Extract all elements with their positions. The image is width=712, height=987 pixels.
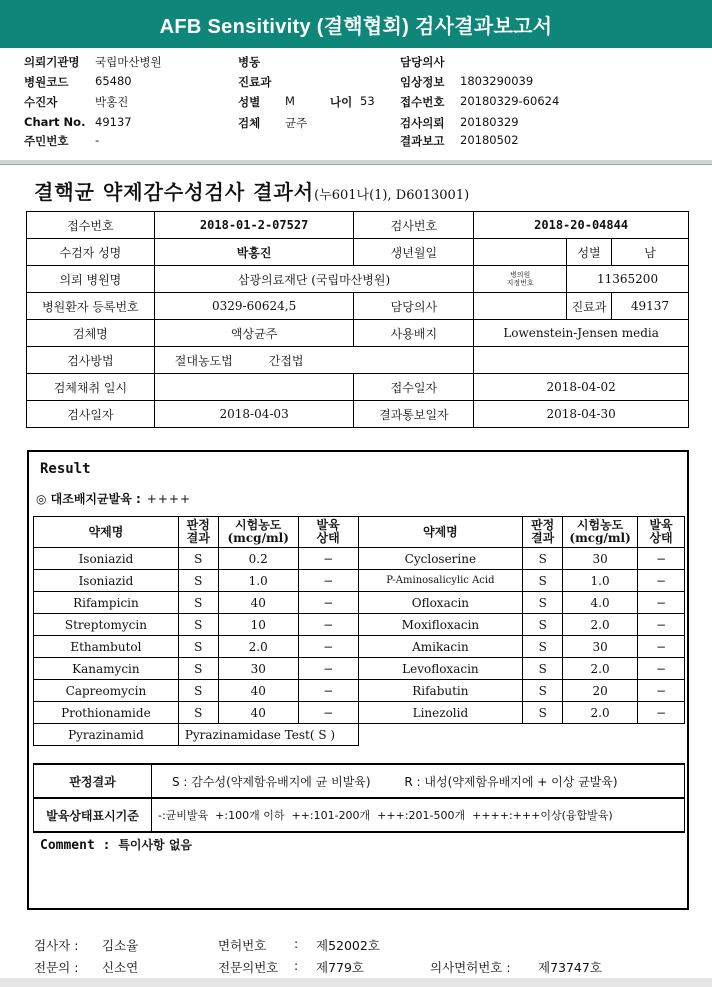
birth-date (474, 239, 567, 266)
drug-name: Amikacin (358, 636, 523, 658)
col-growth-2: 발육 상태 (638, 517, 685, 548)
test-concentration: 1.0 (218, 570, 298, 592)
growth-status: − (298, 658, 358, 680)
judge-result: S (523, 636, 563, 658)
doctor-no: 제73747호 (538, 960, 602, 975)
tester-name: 김소율 (102, 938, 139, 953)
test-concentration: 20 (563, 680, 638, 702)
drug-name: Streptomycin (34, 614, 179, 636)
header-label: 검사의뢰 (400, 116, 445, 130)
growth-status: − (638, 592, 685, 614)
drug-table (33, 516, 685, 746)
judge-result: S (523, 702, 563, 724)
test-no: 2018-20-04844 (474, 212, 689, 239)
judge-result: S (178, 702, 218, 724)
reg-label: 병원환자 등록번호 (27, 293, 155, 320)
pyrazinamidase-test: Pyrazinamidase Test( S ) (178, 724, 358, 746)
table-row (34, 592, 685, 614)
doctor-label: 담당의사 (354, 293, 474, 320)
drug-name: Rifabutin (358, 680, 523, 702)
header-value: 1803290039 (460, 74, 534, 88)
sex-label: 성별 (567, 239, 612, 266)
comment-label: Comment : (40, 838, 111, 853)
patient-header (0, 54, 712, 156)
report-banner-title: AFB Sensitivity (결핵협회) 검사결과보고서 (0, 0, 712, 48)
report-info-table (26, 211, 689, 428)
table-row (34, 680, 685, 702)
header-value: 20180502 (460, 133, 519, 147)
judge-r: R : 내성(약제함유배지에 + 이상 균발육) (404, 774, 618, 789)
judge-result: S (178, 636, 218, 658)
growth-status: − (638, 614, 685, 636)
control-value: ++++ (146, 492, 191, 506)
header-label: 수진자 (24, 95, 58, 109)
medium-value: Lowenstein-Jensen media (474, 320, 689, 347)
header-label: 병동 (238, 55, 261, 69)
license-colon: : (294, 936, 299, 951)
header-label: Chart No. (24, 115, 86, 129)
drug-name: Rifampicin (34, 592, 179, 614)
tester-label: 검사자 : (34, 938, 79, 953)
judge-result: S (178, 614, 218, 636)
drug-name: Capreomycin (34, 680, 179, 702)
expert-no: 제779호 (316, 960, 365, 975)
test-concentration: 1.0 (563, 570, 638, 592)
growth-status: − (298, 570, 358, 592)
growth-status: − (298, 636, 358, 658)
test-concentration: 10 (218, 614, 298, 636)
expert-no-label: 전문의번호 (218, 960, 279, 975)
method-blank (474, 347, 689, 374)
notify-label: 결과통보일자 (354, 401, 474, 428)
bottom-bar (0, 978, 712, 987)
judge-result: S (523, 658, 563, 680)
drug-name: Pyrazinamid (34, 724, 179, 746)
comment-text: 특이사항 없음 (118, 838, 193, 852)
growth-status: − (638, 702, 685, 724)
birth-label: 생년월일 (354, 239, 474, 266)
test-concentration: 2.0 (563, 658, 638, 680)
control-label: ◎ 대조배지균발육 : (36, 492, 141, 506)
growth-status: − (638, 548, 685, 570)
table-row (34, 724, 685, 746)
report-title (34, 176, 469, 205)
method-2: 간접법 (268, 353, 304, 368)
col-judge: 판정 결과 (178, 517, 218, 548)
growth-status: − (638, 570, 685, 592)
blank-cell (358, 724, 684, 746)
header-value: M (285, 94, 295, 108)
judge-label: 판정결과 (34, 764, 152, 798)
drug-name: Linezolid (358, 702, 523, 724)
control-growth (36, 490, 191, 507)
header-label: 담당의사 (400, 55, 445, 69)
divider-line (0, 164, 712, 165)
drug-name: Isoniazid (34, 548, 179, 570)
header-value: 65480 (95, 74, 132, 88)
collect-value (154, 374, 354, 401)
designated-no: 11365200 (567, 266, 689, 293)
growth-status: − (298, 614, 358, 636)
age-label: 나이 (330, 95, 353, 109)
collect-label: 검체채취 일시 (27, 374, 155, 401)
header-value: 국립마산병원 (95, 55, 162, 69)
growth-status: − (638, 636, 685, 658)
judge-result: S (523, 570, 563, 592)
header-label: 임상정보 (400, 75, 445, 89)
table-row (34, 570, 685, 592)
received-value: 2018-04-02 (474, 374, 689, 401)
patient-label: 수검자 성명 (27, 239, 155, 266)
header-value: 20180329-60624 (460, 94, 560, 108)
header-label: 검체 (238, 116, 261, 130)
receipt-no: 2018-01-2-07527 (154, 212, 354, 239)
license-label: 면허번호 (218, 938, 267, 953)
dept-label: 진료과 (567, 293, 612, 320)
judge-result: S (523, 592, 563, 614)
growth-status: − (298, 592, 358, 614)
growth-status: − (638, 680, 685, 702)
judge-result: S (523, 614, 563, 636)
table-row (34, 658, 685, 680)
expert-colon: : (294, 958, 299, 973)
drug-name: Moxifloxacin (358, 614, 523, 636)
report-code: (누601나(1), D6013001) (314, 188, 470, 203)
judge-result: S (523, 548, 563, 570)
test-no-label: 검사번호 (354, 212, 474, 239)
header-value: 20180329 (460, 115, 519, 129)
header-value: 49137 (95, 115, 132, 129)
test-concentration: 0.2 (218, 548, 298, 570)
test-date-value: 2018-04-03 (154, 401, 354, 428)
patient-name: 박홍진 (154, 239, 354, 266)
doctor-value (474, 293, 567, 320)
test-concentration: 30 (563, 548, 638, 570)
drug-name: Kanamycin (34, 658, 179, 680)
doctor-no-label: 의사면허번호 : (430, 960, 511, 975)
receipt-no-label: 접수번호 (27, 212, 155, 239)
reg-no: 0329-60624,5 (154, 293, 354, 320)
received-label: 접수일자 (354, 374, 474, 401)
hospital-name: 삼광의료재단 (국립마산병원) (154, 266, 473, 293)
test-concentration: 2.0 (218, 636, 298, 658)
report-title-text: 결핵균 약제감수성검사 결과서 (34, 180, 315, 204)
test-concentration: 40 (218, 702, 298, 724)
table-row (34, 636, 685, 658)
dept-value: 49137 (612, 293, 689, 320)
drug-name: Ethambutol (34, 636, 179, 658)
header-value: - (95, 133, 100, 147)
method-label: 검사방법 (27, 347, 155, 374)
col-drug-2: 약제명 (358, 517, 523, 548)
judge-s: S : 감수성(약제함유배지에 균 비발육) (172, 774, 371, 789)
header-value: 박홍진 (95, 95, 129, 109)
method-1: 절대농도법 (174, 353, 233, 368)
growth-status: − (298, 702, 358, 724)
test-concentration: 4.0 (563, 592, 638, 614)
test-concentration: 2.0 (563, 702, 638, 724)
designated-label (474, 266, 567, 293)
specimen-value: 액상균주 (154, 320, 354, 347)
growth-status: − (298, 548, 358, 570)
drug-name: P-Aminosalicylic Acid (358, 570, 523, 592)
test-concentration: 2.0 (563, 614, 638, 636)
growth-legend-label: 발육상태표시기준 (34, 798, 152, 832)
drug-name: Ofloxacin (358, 592, 523, 614)
header-label: 진료과 (238, 75, 272, 89)
col-conc: 시험농도 (mcg/ml) (218, 517, 298, 548)
table-row (34, 614, 685, 636)
method-value (154, 347, 473, 374)
header-label: 주민번호 (24, 134, 69, 148)
test-date-label: 검사일자 (27, 401, 155, 428)
growth-legend-text: -:균비발육 +:100개 이하 ++:101-200개 +++:201-500개 ++++:+++이상(융합발육) (152, 798, 685, 832)
expert-label: 전문의 : (34, 960, 79, 975)
expert-name: 신소연 (102, 960, 139, 975)
judge-result: S (178, 592, 218, 614)
result-title: Result (40, 461, 91, 477)
col-judge-2: 판정 결과 (523, 517, 563, 548)
hospital-label: 의뢰 병원명 (27, 266, 155, 293)
drug-name: Isoniazid (34, 570, 179, 592)
judge-result: S (523, 680, 563, 702)
judge-result: S (178, 680, 218, 702)
sex-value: 남 (612, 239, 689, 266)
medium-label: 사용배지 (354, 320, 474, 347)
col-conc-2: 시험농도 (mcg/ml) (563, 517, 638, 548)
drug-name: Cycloserine (358, 548, 523, 570)
col-growth: 발육 상태 (298, 517, 358, 548)
test-concentration: 30 (218, 658, 298, 680)
judge-text (152, 764, 685, 798)
header-label: 의뢰기관명 (24, 55, 80, 69)
growth-status: − (638, 658, 685, 680)
header-label: 성별 (238, 95, 261, 109)
test-concentration: 30 (563, 636, 638, 658)
header-label: 결과보고 (400, 134, 445, 148)
judge-result: S (178, 570, 218, 592)
table-row (34, 702, 685, 724)
designated-label-2: 지정번호 (506, 279, 534, 287)
drug-name: Prothionamide (34, 702, 179, 724)
growth-status: − (298, 680, 358, 702)
test-concentration: 40 (218, 680, 298, 702)
specimen-label: 검체명 (27, 320, 155, 347)
license-no: 제52002호 (316, 938, 380, 953)
judge-result: S (178, 548, 218, 570)
header-label: 병원코드 (24, 75, 69, 89)
col-drug: 약제명 (34, 517, 179, 548)
header-label: 접수번호 (400, 95, 445, 109)
designated-label-1: 병의원 (510, 271, 531, 279)
legend-table (33, 763, 685, 833)
table-row (34, 548, 685, 570)
notify-value: 2018-04-30 (474, 401, 689, 428)
signature-footer (34, 936, 674, 980)
header-value: 균주 (285, 116, 308, 130)
drug-name: Levofloxacin (358, 658, 523, 680)
test-concentration: 40 (218, 592, 298, 614)
judge-result: S (178, 658, 218, 680)
age-value: 53 (360, 94, 375, 108)
comment (40, 836, 192, 853)
